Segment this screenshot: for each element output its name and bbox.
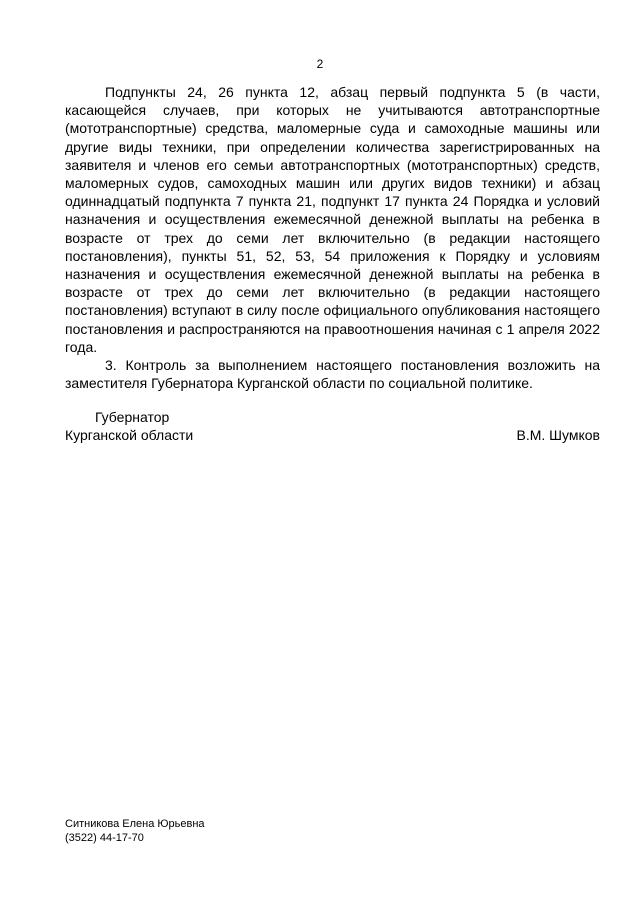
paragraph-control: 3. Контроль за выполнением настоящего постановления возложить на заместителя Губернатора Курганской области по социальной политике. xyxy=(65,357,600,392)
signatory-title-line2: Курганской области xyxy=(65,427,194,444)
signatory-title-line1: Губернатор xyxy=(95,409,170,425)
signatory-name: В.М. Шумков xyxy=(516,427,600,444)
paragraph-effective-date: Подпункты 24, 26 пункта 12, абзац первый подпункта 5 (в части, касающейся случаев, при которых не учитываются автотранспортные (мототранспортные) средства, маломерные суда и самоходные машины или другие виды техники, при определении количества зарегистрированных на заявителя и членов его семьи автотранспортных (мототранспортных) средств, маломерных судов, самоходных машин или других видов техники) и абзац одиннадцатый подпункта 7 пункта 21, подпункт 17 пункта 24 Порядка и условий назначения и осуществления ежемесячной денежной выплаты на ребенка в возрасте от трех до семи лет включительно (в редакции настоящего постановления), пункты 51, 52, 53, 54 приложения к Порядку и условиям назначения и осуществления ежемесячной денежной выплаты на ребенка в возрасте от трех до семи лет включительно (в редакции настоящего постановления) вступают в силу после официального опубликования настоящего постановления и распространяются на правоотношения начиная с 1 апреля 2022 года. xyxy=(65,84,600,355)
contact-block xyxy=(65,817,205,845)
signature-block xyxy=(65,408,600,444)
contact-phone: (3522) 44-17-70 xyxy=(65,832,144,844)
document-body xyxy=(65,83,600,392)
contact-name: Ситникова Елена Юрьевна xyxy=(65,818,205,830)
page-number: 2 xyxy=(316,57,324,71)
